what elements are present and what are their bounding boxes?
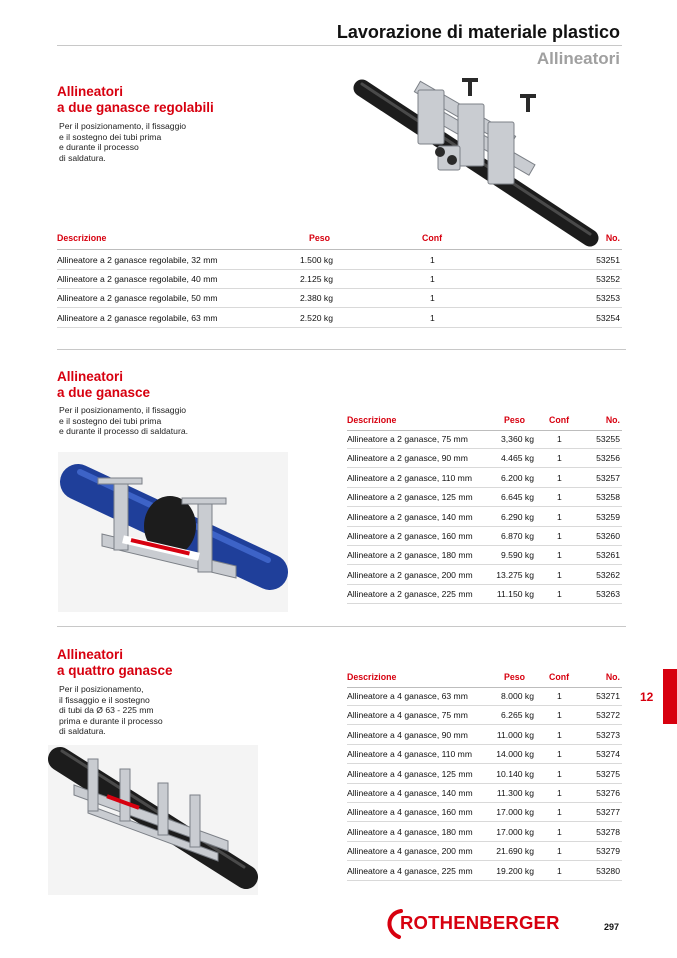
table-row (347, 453, 622, 465)
cell-descrizione: Allineatore a 4 ganasce, 75 mm (347, 710, 468, 721)
cell-no: 53258 (596, 492, 620, 503)
cell-peso: 6.870 kg (501, 531, 534, 541)
cell-peso: 19.200 kg (496, 865, 534, 876)
cell-descrizione: Allineatore a 2 ganasce regolabile, 32 mm (57, 255, 218, 265)
cell-conf: 1 (557, 453, 562, 464)
header-divider (57, 45, 622, 46)
row-divider (347, 603, 622, 604)
cell-descrizione: Allineatore a 4 ganasce, 90 mm (347, 729, 468, 740)
cell-no: 53255 (596, 434, 620, 444)
table-row (347, 788, 622, 800)
cell-descrizione: Allineatore a 4 ganasce, 160 mm (347, 807, 473, 818)
product-image-4-clamps (48, 745, 258, 895)
cell-peso: 17.000 kg (496, 807, 534, 818)
table-row (57, 274, 622, 286)
cell-no: 53277 (596, 807, 620, 818)
table-row (347, 550, 622, 562)
table-row (347, 710, 622, 722)
row-divider (57, 288, 622, 289)
cell-peso: 6.265 kg (501, 710, 534, 721)
row-divider (347, 724, 622, 725)
table-row (347, 749, 622, 761)
cell-descrizione: Allineatore a 4 ganasce, 110 mm (347, 749, 472, 760)
cell-conf: 1 (557, 550, 562, 561)
section-1-desc-line: Per il posizionamento, il fissaggio (59, 121, 187, 131)
cell-no: 53261 (596, 550, 620, 561)
section-2-title (57, 369, 150, 401)
section-3-table-header (347, 672, 622, 684)
table-row (347, 866, 622, 878)
section-1-desc-line: di saldatura. (59, 152, 106, 163)
cell-no: 53254 (596, 313, 620, 323)
section-divider (57, 349, 626, 350)
table-row (347, 827, 622, 839)
row-divider (347, 783, 622, 784)
cell-peso: 3,360 kg (501, 434, 534, 444)
cell-descrizione: Allineatore a 2 ganasce, 225 mm (347, 589, 473, 600)
table-row (347, 434, 622, 446)
chapter-tab (663, 669, 677, 724)
cell-peso: 10.140 kg (496, 768, 534, 779)
cell-conf: 1 (430, 313, 435, 323)
cell-no: 53256 (596, 453, 620, 464)
col-header-descrizione: Descrizione (347, 415, 397, 425)
cell-descrizione: Allineatore a 2 ganasce regolabile, 63 mm (57, 313, 218, 323)
cell-conf: 1 (557, 434, 562, 444)
cell-peso: 21.690 kg (496, 846, 534, 857)
cell-no: 53263 (596, 589, 620, 600)
cell-descrizione: Allineatore a 2 ganasce regolabile, 40 mm (57, 274, 218, 284)
row-divider (347, 860, 622, 861)
row-divider (347, 705, 622, 706)
section-1-desc-line: e durante il processo (59, 142, 139, 153)
cell-peso: 13.275 kg (496, 569, 534, 580)
cell-peso: 2.125 kg (300, 274, 333, 284)
section-3-desc-line: di saldatura. (59, 726, 106, 737)
cell-peso: 2.380 kg (300, 293, 333, 303)
cell-conf: 1 (557, 710, 562, 721)
cell-descrizione: Allineatore a 2 ganasce, 125 mm (347, 492, 473, 503)
cell-peso: 11.300 kg (496, 788, 534, 798)
cell-peso: 14.000 kg (496, 749, 534, 760)
brand-logo: ROTHENBERGER (400, 912, 560, 933)
section-3-description (59, 684, 163, 737)
table-row (347, 473, 622, 485)
cell-peso: 1.500 kg (300, 255, 333, 265)
section-1-title-line2: a due ganasce regolabili (57, 100, 214, 115)
col-header-descrizione: Descrizione (57, 233, 107, 243)
cell-no: 53253 (596, 293, 620, 303)
cell-descrizione: Allineatore a 2 ganasce, 110 mm (347, 472, 472, 483)
cell-conf: 1 (557, 691, 562, 701)
cell-descrizione: Allineatore a 4 ganasce, 180 mm (347, 826, 473, 837)
table-row (347, 846, 622, 858)
cell-peso: 4.465 kg (501, 453, 534, 464)
section-2-desc-line: e durante il processo di saldatura. (59, 426, 188, 437)
table-header-rule (347, 430, 622, 431)
cell-descrizione: Allineatore a 4 ganasce, 140 mm (347, 788, 473, 798)
row-divider (347, 506, 622, 507)
row-divider (57, 269, 622, 270)
cell-no: 53276 (596, 788, 620, 798)
cell-conf: 1 (557, 729, 562, 740)
col-header-conf: Conf (422, 233, 443, 243)
table-row (347, 807, 622, 819)
cell-peso: 2.520 kg (300, 313, 333, 323)
cell-descrizione: Allineatore a 2 ganasce, 75 mm (347, 434, 468, 444)
section-3-title-line1: Allineatori (57, 647, 124, 662)
cell-conf: 1 (557, 865, 562, 876)
col-header-no: No. (605, 672, 620, 682)
section-2-title-line2: a due ganasce (57, 385, 151, 400)
row-divider (347, 467, 622, 468)
cell-descrizione: Allineatore a 2 ganasce, 180 mm (347, 550, 473, 561)
section-2-title-line1: Allineatori (57, 369, 124, 384)
cell-conf: 1 (557, 472, 562, 483)
cell-peso: 17.000 kg (496, 826, 534, 837)
cell-peso: 6.200 kg (501, 472, 534, 483)
chapter-number: 12 (640, 690, 654, 704)
cell-descrizione: Allineatore a 4 ganasce, 225 mm (347, 865, 473, 876)
row-divider (347, 448, 622, 449)
table-row (347, 730, 622, 742)
row-divider (347, 564, 622, 565)
section-1-desc-line: e il sostegno dei tubi prima (59, 131, 162, 142)
section-divider (57, 626, 626, 627)
cell-no: 53278 (596, 826, 620, 837)
cell-no: 53271 (596, 691, 620, 701)
section-3-title (57, 647, 173, 679)
cell-descrizione: Allineatore a 2 ganasce, 90 mm (347, 453, 468, 464)
row-divider (57, 327, 622, 328)
cell-conf: 1 (430, 293, 435, 303)
row-divider (347, 841, 622, 842)
col-header-peso: Peso (504, 415, 526, 425)
section-1-table-header (57, 233, 622, 245)
page-number: 297 (604, 922, 620, 932)
cell-no: 53259 (596, 511, 620, 522)
page-title: Lavorazione di materiale plastico (336, 22, 620, 42)
row-divider (347, 487, 622, 488)
row-divider (347, 584, 622, 585)
row-divider (57, 307, 622, 308)
row-divider (347, 763, 622, 764)
cell-conf: 1 (557, 511, 562, 522)
cell-peso: 9.590 kg (501, 550, 534, 561)
cell-peso: 11.000 kg (496, 729, 534, 740)
col-header-conf: Conf (549, 672, 570, 682)
col-header-no: No. (605, 233, 620, 243)
section-1-title-line1: Allineatori (57, 84, 124, 99)
row-divider (347, 802, 622, 803)
cell-no: 53262 (596, 569, 620, 580)
section-3-desc-line: Per il posizionamento, (59, 684, 144, 694)
cell-conf: 1 (557, 846, 562, 857)
col-header-no: No. (605, 415, 620, 425)
section-3-title-line2: a quattro ganasce (57, 663, 173, 678)
cell-conf: 1 (557, 768, 562, 779)
row-divider (347, 880, 622, 881)
col-header-peso: Peso (309, 233, 331, 243)
product-image-2-adjustable-clamps (340, 68, 620, 250)
table-row (347, 512, 622, 524)
table-row (347, 531, 622, 543)
table-row (347, 492, 622, 504)
col-header-peso: Peso (504, 672, 526, 682)
cell-conf: 1 (557, 788, 562, 798)
cell-conf: 1 (557, 589, 562, 600)
cell-no: 53272 (596, 710, 620, 721)
cell-descrizione: Allineatore a 4 ganasce, 125 mm (347, 768, 473, 779)
cell-conf: 1 (557, 492, 562, 503)
cell-no: 53251 (596, 255, 620, 265)
row-divider (347, 526, 622, 527)
cell-no: 53260 (596, 531, 620, 541)
cell-descrizione: Allineatore a 2 ganasce, 160 mm (347, 531, 473, 541)
col-header-conf: Conf (549, 415, 570, 425)
cell-peso: 6.645 kg (501, 492, 534, 503)
table-row (57, 313, 622, 325)
section-2-desc-line: e il sostegno dei tubi prima (59, 415, 162, 426)
cell-no: 53280 (596, 865, 620, 876)
table-header-rule (347, 687, 622, 688)
section-2-desc-line: Per il posizionamento, il fissaggio (59, 405, 187, 415)
row-divider (347, 744, 622, 745)
cell-conf: 1 (557, 807, 562, 818)
cell-no: 53257 (596, 472, 620, 483)
cell-peso: 11.150 kg (496, 589, 534, 600)
section-2-description (59, 405, 188, 437)
row-divider (347, 821, 622, 822)
table-row (57, 293, 622, 305)
page-subtitle: Allineatori (536, 49, 620, 68)
table-row (347, 570, 622, 582)
section-1-description (59, 121, 186, 163)
cell-conf: 1 (430, 255, 435, 265)
table-header-rule (57, 249, 622, 250)
cell-conf: 1 (430, 274, 435, 284)
product-image-2-clamps (58, 452, 288, 612)
cell-no: 53279 (596, 846, 620, 857)
section-3-desc-line: prima e durante il processo (59, 715, 163, 726)
cell-conf: 1 (557, 826, 562, 837)
cell-conf: 1 (557, 531, 562, 541)
section-3-desc-line: il fissaggio e il sostegno (59, 694, 150, 705)
cell-no: 53273 (596, 729, 620, 740)
section-3-desc-line: di tubi da Ø 63 - 225 mm (59, 705, 154, 716)
cell-no: 53252 (596, 274, 620, 284)
cell-peso: 8.000 kg (501, 691, 534, 701)
table-row (347, 769, 622, 781)
cell-descrizione: Allineatore a 4 ganasce, 63 mm (347, 691, 468, 701)
cell-conf: 1 (557, 569, 562, 580)
section-2-table-header (347, 415, 622, 427)
cell-descrizione: Allineatore a 4 ganasce, 200 mm (347, 846, 473, 857)
cell-no: 53275 (596, 768, 620, 779)
cell-descrizione: Allineatore a 2 ganasce regolabile, 50 mm (57, 293, 218, 303)
table-row (57, 255, 622, 267)
col-header-descrizione: Descrizione (347, 672, 397, 682)
cell-descrizione: Allineatore a 2 ganasce, 200 mm (347, 569, 473, 580)
cell-descrizione: Allineatore a 2 ganasce, 140 mm (347, 511, 473, 522)
cell-conf: 1 (557, 749, 562, 760)
cell-peso: 6.290 kg (501, 511, 534, 522)
table-row (347, 691, 622, 703)
row-divider (347, 545, 622, 546)
table-row (347, 589, 622, 601)
cell-no: 53274 (596, 749, 620, 760)
section-1-title (57, 84, 214, 116)
